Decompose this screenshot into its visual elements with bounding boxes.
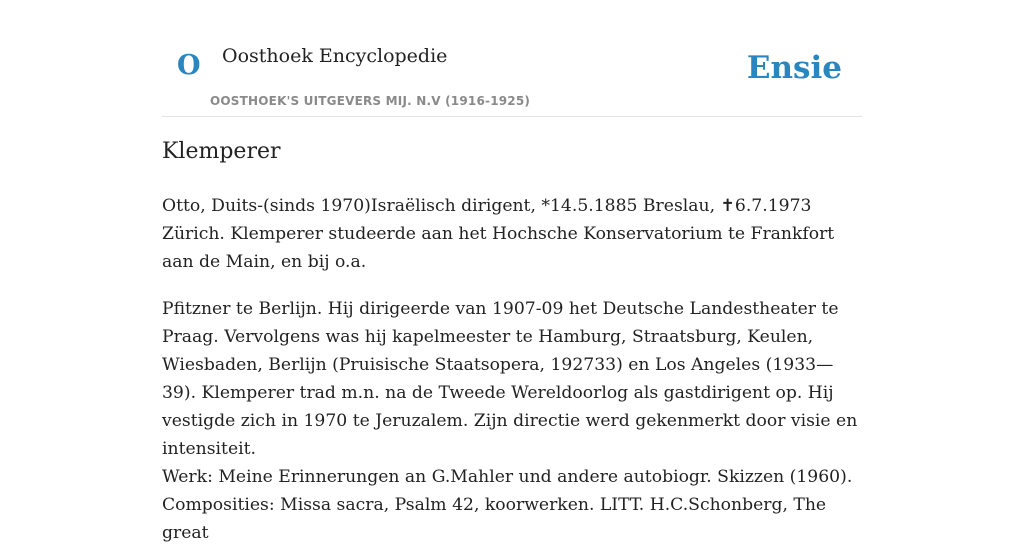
entry-paragraph: Werk: Meine Erinnerungen an G.Mahler und andere autobiogr. Skizzen (1960). Composities: Missa sacra, Psalm 42, koorwerken. LITT. H.C.Schonberg, The great — [162, 467, 853, 543]
source-title-link[interactable]: Oosthoek Encyclopedie — [222, 45, 448, 67]
source-logo[interactable]: O — [177, 50, 201, 81]
site-header — [162, 0, 862, 117]
ensie-brand-logo[interactable]: Ensie — [746, 50, 842, 86]
source-publisher: OOSTHOEK'S UITGEVERS MIJ. N.V (1916-1925) — [210, 94, 531, 108]
entry-paragraph: Pfitzner te Berlijn. Hij dirigeerde van 1907-09 het Deutsche Landestheater te Praag. Vervolgens was hij kapelmeester te Hamburg, Straatsburg, Keulen, Wiesbaden, Berlijn (Pruisische Staatsopera, 192733) en Los Angeles (1933—39). Klemperer trad m.n. na de Tweede Wereldoorlog als gastdirigent op. Hij vestigde zich in 1970 te Jeruzalem. Zijn directie werd gekenmerkt door visie en intensiteit. — [162, 299, 858, 459]
entry-paragraph: Otto, Duits-(sinds 1970)Israëlisch dirigent, *14.5.1885 Breslau, ✝6.7.1973 Zürich. Klemperer studeerde aan het Hochsche Konservatorium te Frankfort aan de Main, en bij o.a. — [162, 196, 835, 272]
entry-title: Klemperer — [162, 139, 281, 164]
